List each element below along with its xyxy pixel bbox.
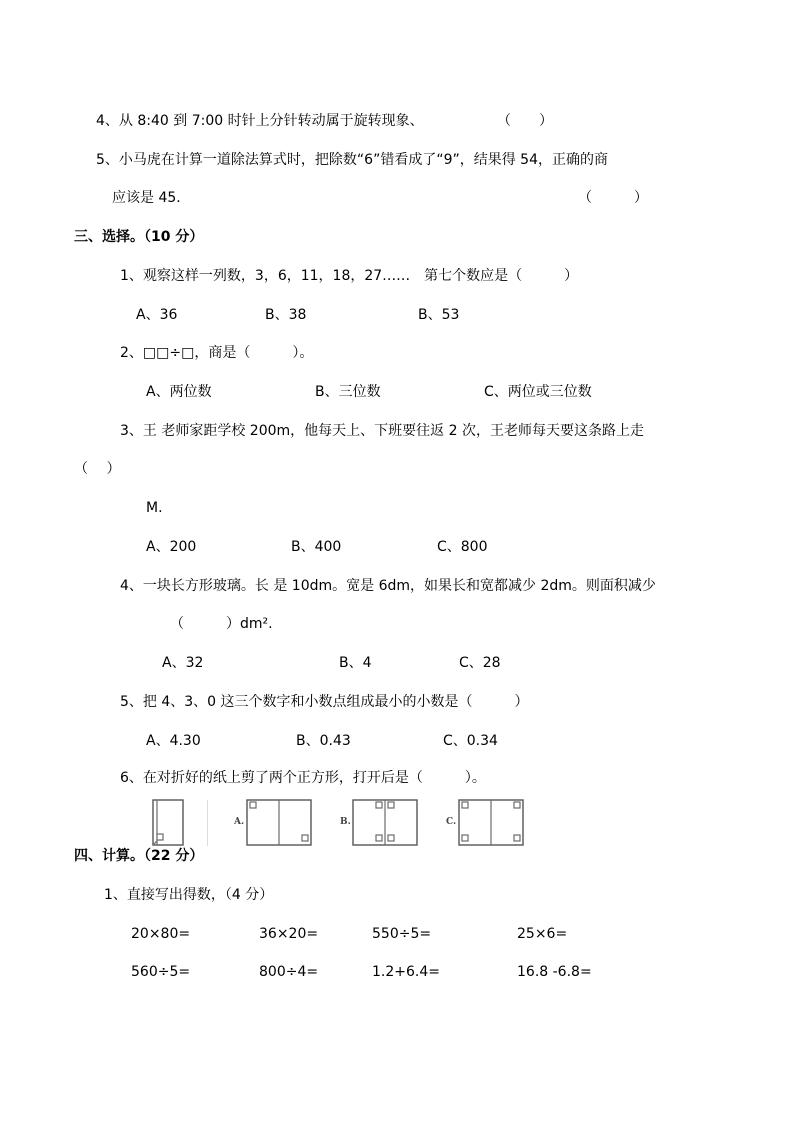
calc-item: 25×6= (517, 926, 568, 942)
option-q4-b[interactable]: B、4 (339, 655, 372, 671)
folded-paper-figure (150, 798, 186, 848)
judge-item-5-answer-paren[interactable]: （ ） (578, 190, 648, 206)
calc-item: 800÷4= (259, 964, 319, 980)
choice-question-6: 6、在对折好的纸上剪了两个正方形，打开后是（ ）。 (120, 770, 486, 786)
section-4-title: 四、计算。（22 分） (74, 848, 204, 864)
figure-divider (207, 800, 208, 846)
option-q1-b[interactable]: B、38 (265, 307, 307, 323)
judge-item-5-continuation: 应该是 45. (112, 190, 181, 206)
option-q3-a[interactable]: A、200 (146, 539, 197, 555)
judge-item-4-answer-paren[interactable]: （ ） (497, 113, 553, 129)
calc-item: 20×80= (131, 926, 191, 942)
choice-question-1: 1、观察这样一列数，3，6，11，18，27…… 第七个数应是（ ） (120, 268, 579, 284)
calc-item: 550÷5= (372, 926, 432, 942)
choice-question-3-unit: M. (146, 500, 163, 516)
option-q6-c-figure[interactable] (444, 798, 526, 848)
calc-item: 1.2+6.4= (372, 964, 440, 980)
calc-item: 16.8 -6.8= (517, 964, 592, 980)
choice-question-2: 2、□□÷□，商是（ ）。 (120, 345, 314, 361)
choice-question-3: 3、王 老师家距学校 200m，他每天上、下班要往返 2 次，王老师每天要这条路上走 (120, 423, 644, 439)
option-q6-b-label: B. (340, 817, 351, 827)
option-q2-c[interactable]: C、两位或三位数 (484, 384, 592, 400)
judge-item-4: 4、从 8:40 到 7:00 时针上分针转动属于旋转现象、 (96, 113, 424, 129)
option-q6-a-label: A. (234, 817, 245, 827)
option-q5-c[interactable]: C、0.34 (443, 733, 498, 749)
option-q6-b-figure[interactable] (338, 798, 420, 848)
section-3-title: 三、选择。（10 分） (74, 229, 204, 245)
judge-item-5: 5、小马虎在计算一道除法算式时，把除数“6”错看成了“9”，结果得 54，正确的商 (96, 152, 608, 168)
option-q5-a[interactable]: A、4.30 (146, 733, 201, 749)
calc-subsection-1: 1、直接写出得数，（4 分） (104, 887, 274, 903)
option-q1-c[interactable]: B、53 (418, 307, 460, 323)
option-q4-c[interactable]: C、28 (459, 655, 501, 671)
calc-item: 560÷5= (131, 964, 191, 980)
option-q6-a-figure[interactable] (232, 798, 314, 848)
option-q2-b[interactable]: B、三位数 (315, 384, 381, 400)
option-q3-c[interactable]: C、800 (437, 539, 488, 555)
option-q6-c-label: C. (446, 817, 457, 827)
choice-question-4-continuation[interactable]: （ ）dm². (170, 616, 273, 632)
option-q3-b[interactable]: B、400 (291, 539, 342, 555)
option-q4-a[interactable]: A、32 (162, 655, 204, 671)
option-q5-b[interactable]: B、0.43 (296, 733, 351, 749)
calc-item: 36×20= (259, 926, 319, 942)
option-q2-a[interactable]: A、两位数 (146, 384, 212, 400)
option-q1-a[interactable]: A、36 (136, 307, 178, 323)
choice-question-5: 5、把 4、3、0 这三个数字和小数点组成最小的小数是（ ） (120, 694, 529, 710)
choice-question-4: 4、一块长方形玻璃。长 是 10dm。宽是 6dm，如果长和宽都减少 2dm。则面积减少 (120, 578, 656, 594)
choice-question-3-paren[interactable]: （ ） (74, 461, 121, 477)
